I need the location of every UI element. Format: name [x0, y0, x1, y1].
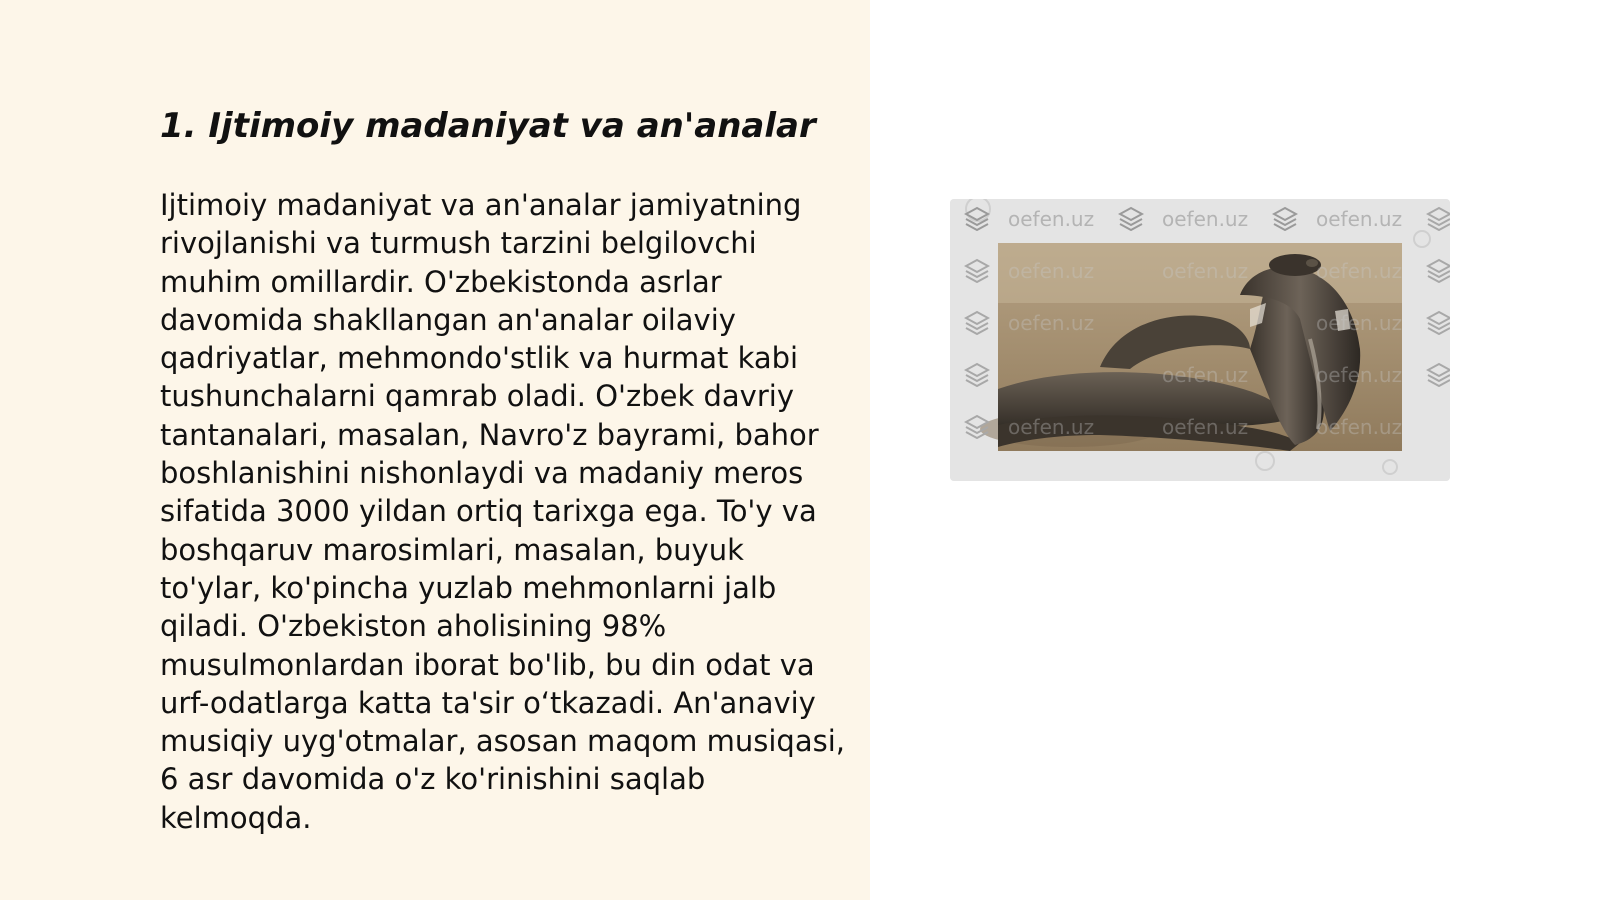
watermark-text: oefen.uz — [1316, 363, 1403, 387]
stacked-layers-icon — [964, 309, 990, 335]
slide-paragraph: Ijtimoiy madaniyat va an'analar jamiyatning rivojlanishi va turmush tarzini belgilovchi muhim omillardir. O'zbekistonda asrlar davomida shakllangan an'analar oilaviy qadriyatlar, mehmondo'stlik va hurmat kabi tushunchalarni qamrab oladi. O'zbek davriy tantanalari, masalan, Navro'z bayrami, bahor boshlanishini nishonlaydi va madaniy meros sifatida 3000 yildan ortiq tarixga ega. To'y va boshqaruv marosimlari, masalan, buyuk to'ylar, ko'pincha yuzlab mehmonlarni jalb qiladi. O'zbekiston aholisining 98% musulmonlardan iborat bo'lib, bu din odat va urf-odatlarga katta ta'sir o‘tkazadi. An'anaviy musiqiy uyg'otmalar, asosan maqom musiqasi, 6 asr davomida o'z ko'rinishini saqlab kelmoqda. — [160, 188, 845, 835]
stacked-layers-icon — [1426, 309, 1450, 335]
stacked-layers-icon — [964, 413, 990, 439]
stacked-layers-icon — [1426, 257, 1450, 283]
watermark-text: oefen.uz — [1008, 207, 1095, 231]
cobra-photo — [950, 199, 1450, 481]
watermark-text: oefen.uz — [1316, 259, 1403, 283]
watermark-text: oefen.uz — [1008, 415, 1095, 439]
watermark-text: oefen.uz — [1316, 415, 1403, 439]
slide-heading: 1. Ijtimoiy madaniyat va an'analar — [160, 106, 816, 146]
watermark-text: oefen.uz — [1162, 415, 1249, 439]
stacked-layers-icon — [1272, 205, 1298, 231]
stacked-layers-icon — [1426, 361, 1450, 387]
watermark-text: oefen.uz — [1316, 207, 1403, 231]
stacked-layers-icon — [964, 205, 990, 231]
watermark-text: oefen.uz — [1008, 311, 1095, 335]
watermark-text: oefen.uz — [1316, 311, 1403, 335]
watermark-text: oefen.uz — [1162, 207, 1249, 231]
watermark-text: oefen.uz — [1162, 259, 1249, 283]
stacked-layers-icon — [1426, 205, 1450, 231]
stacked-layers-icon — [964, 257, 990, 283]
watermark-text: oefen.uz — [1008, 259, 1095, 283]
watermark-text: oefen.uz — [1162, 363, 1249, 387]
stacked-layers-icon — [1118, 205, 1144, 231]
stacked-layers-icon — [964, 361, 990, 387]
